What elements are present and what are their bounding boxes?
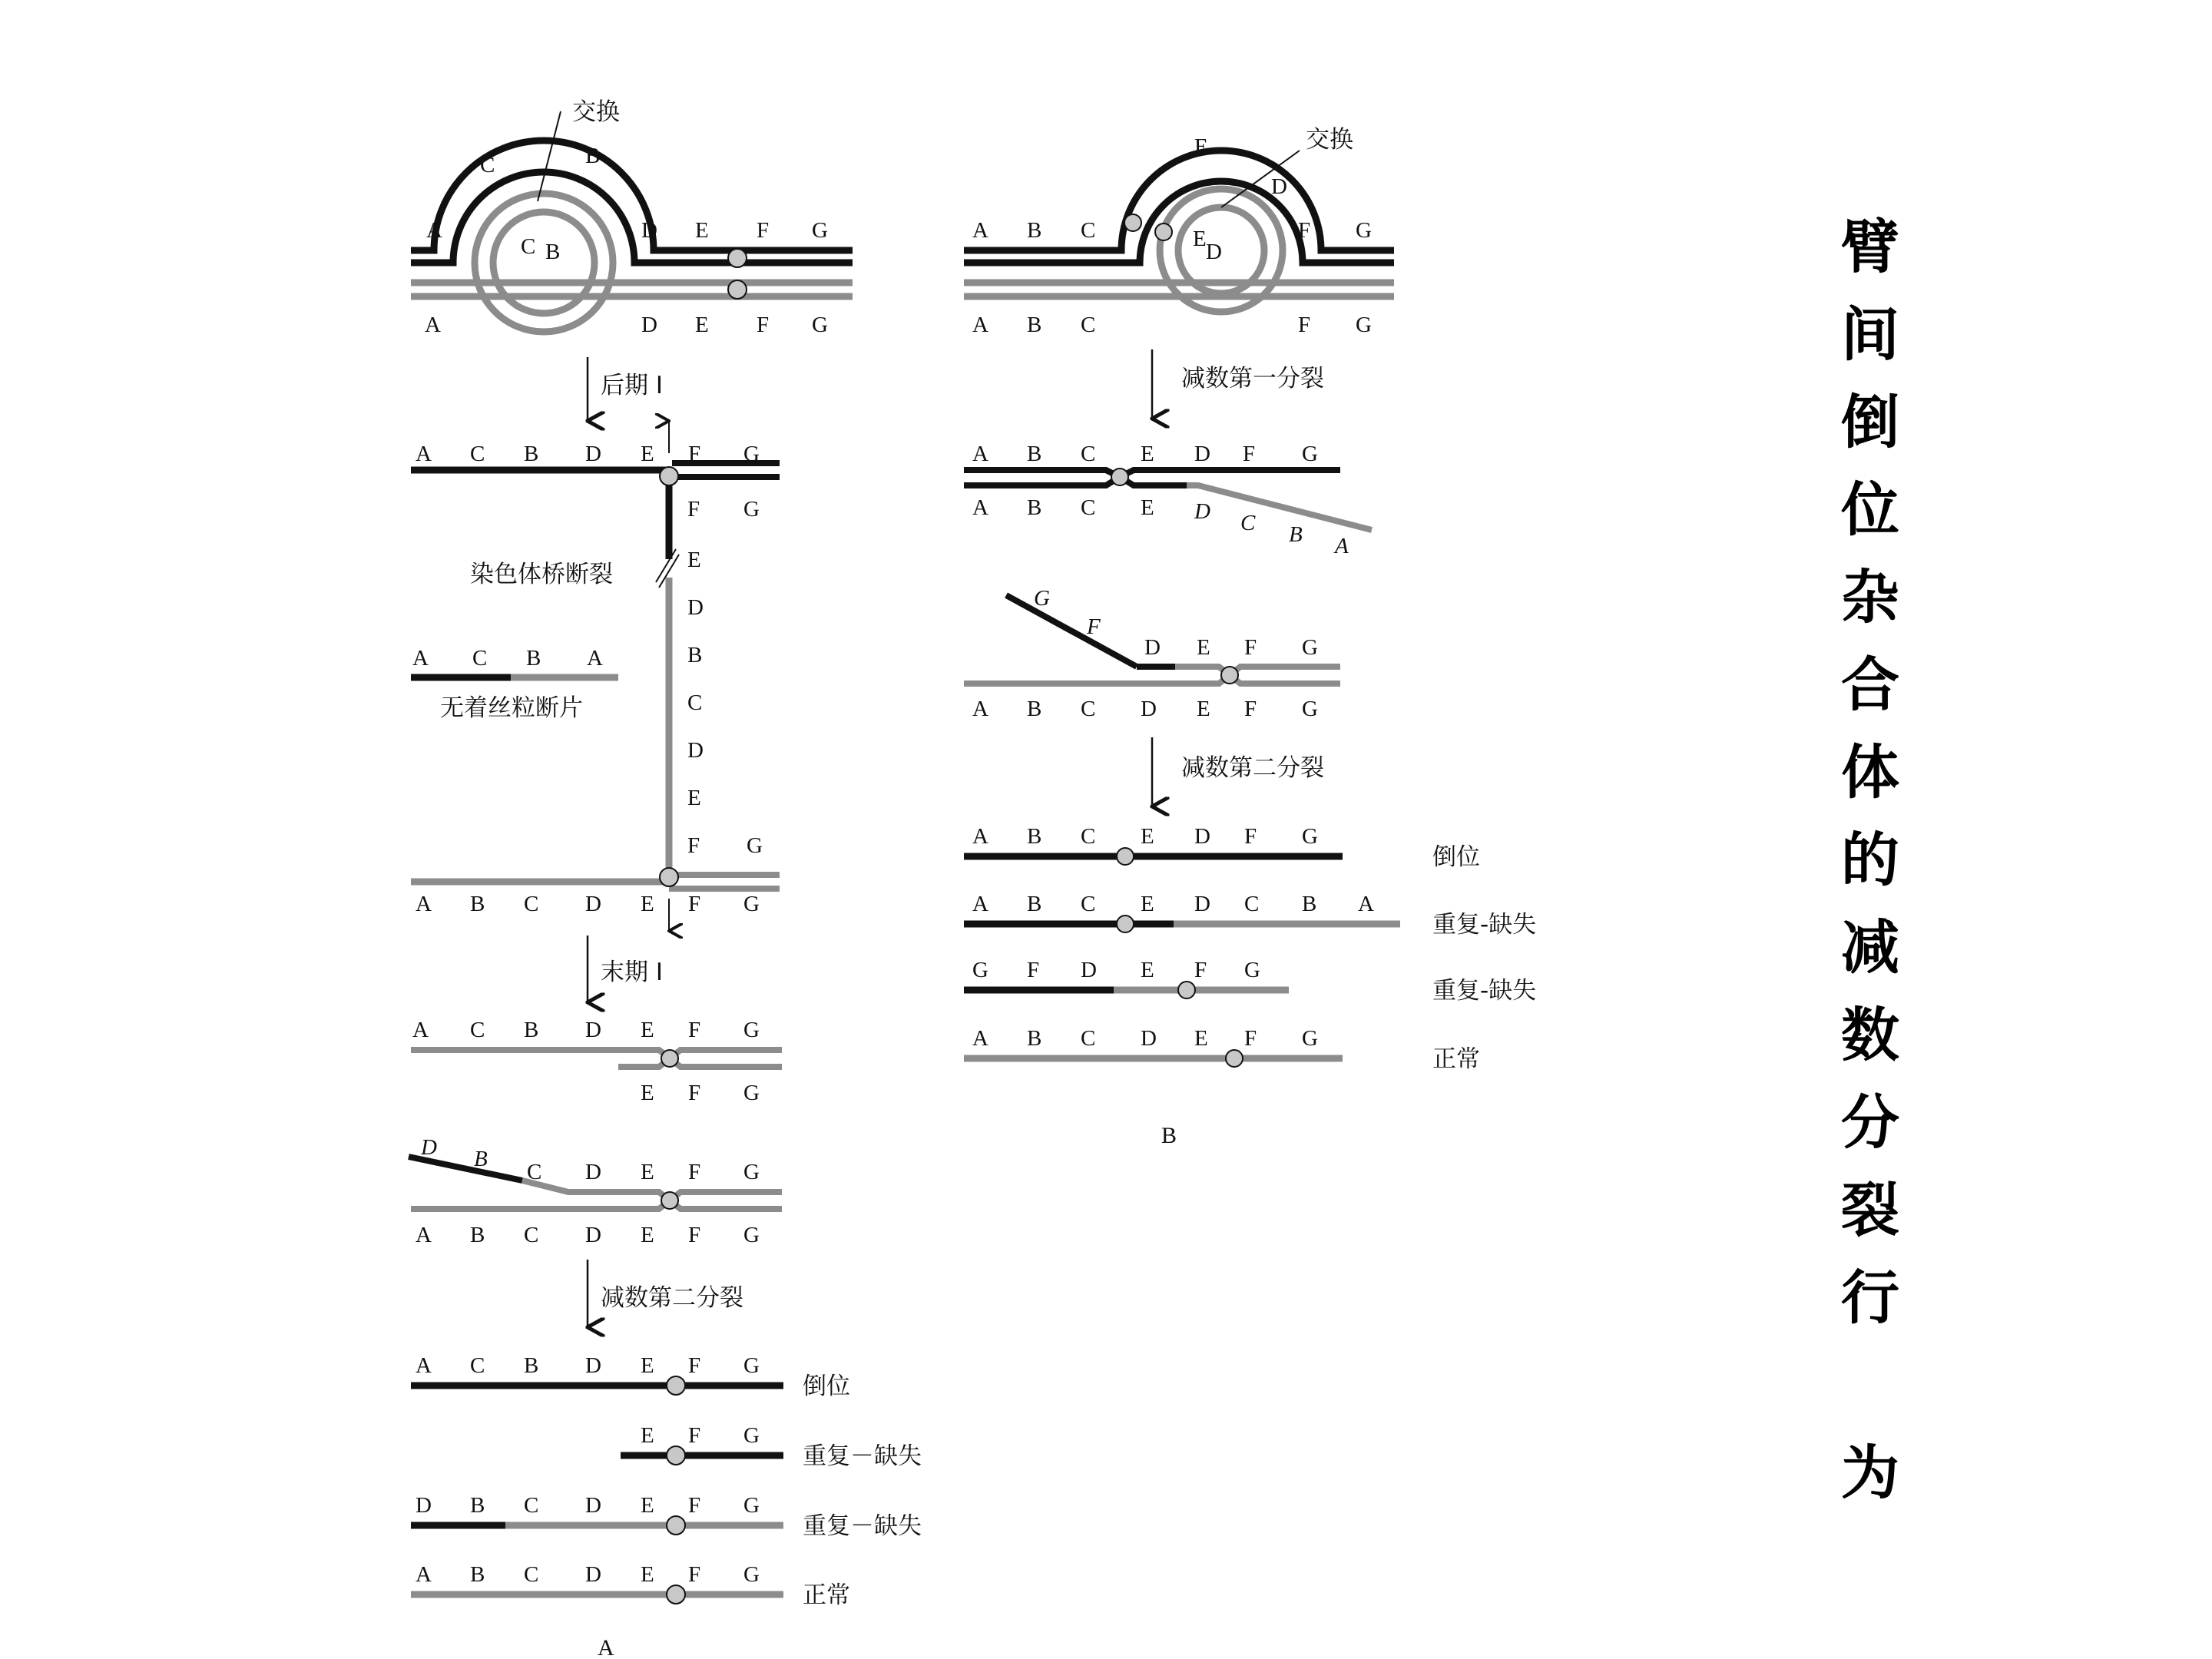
gene-label: B xyxy=(1027,1026,1042,1051)
gene-label: E xyxy=(641,1562,654,1587)
gene-label: G xyxy=(972,958,988,982)
gene-label: E xyxy=(641,1223,654,1247)
gene-label: E xyxy=(641,1493,654,1518)
gene-label: B xyxy=(585,144,601,168)
gene-label: D xyxy=(687,738,704,763)
gene-label: G xyxy=(1302,442,1318,466)
gene-label: E xyxy=(641,1423,654,1448)
title-char: 位 xyxy=(1841,475,1899,544)
gene-label: D xyxy=(585,1353,601,1378)
gene-label: C xyxy=(687,690,703,715)
meiosis2-label: 减数第二分裂 xyxy=(601,1284,743,1312)
anaphase-label: 后期 I xyxy=(601,372,663,399)
gene-label: A xyxy=(972,824,988,849)
gene-label: C xyxy=(524,892,539,916)
gene-label: D xyxy=(687,595,704,620)
gene-label: E xyxy=(695,313,709,337)
gene-label: F xyxy=(688,1562,701,1587)
gene-label: C xyxy=(1081,892,1096,916)
gene-label: G xyxy=(743,1353,760,1378)
gene-label: F xyxy=(1244,635,1257,660)
gene-label: E xyxy=(641,1353,654,1378)
gene-label: G xyxy=(743,442,760,466)
centromere xyxy=(1111,469,1128,485)
centromere xyxy=(667,1516,685,1535)
gene-label: E xyxy=(1193,227,1207,251)
gene-label: E xyxy=(641,892,654,916)
centromere xyxy=(1226,1050,1243,1067)
gene-label: D xyxy=(585,892,601,916)
result-label: 正常 xyxy=(1432,1045,1480,1073)
gene-label: B xyxy=(1027,824,1042,849)
title-char: 杂 xyxy=(1841,563,1899,631)
gene-label: B xyxy=(1027,495,1042,520)
gene-label: E xyxy=(1141,442,1154,466)
gene-label: C xyxy=(480,153,495,177)
gene-label: A xyxy=(972,495,988,520)
centromere xyxy=(661,1050,678,1067)
title-char: 行 xyxy=(1841,1263,1899,1332)
centromere xyxy=(661,1192,678,1209)
gene-label: D xyxy=(585,1493,601,1518)
gene-label: E xyxy=(641,1160,654,1184)
centromere xyxy=(1124,214,1141,231)
gene-label: F xyxy=(1243,442,1256,466)
gene-label: G xyxy=(1302,824,1318,849)
result-label: 重复－缺失 xyxy=(803,1442,922,1470)
gene-label: G xyxy=(1356,218,1372,243)
gene-label: A xyxy=(425,313,441,337)
title-char: 合 xyxy=(1841,651,1899,719)
gene-label: B xyxy=(1027,892,1042,916)
gene-label: B xyxy=(474,1147,488,1171)
gene-label: A xyxy=(426,218,442,243)
gene-label: C xyxy=(1244,892,1260,916)
gene-label: D xyxy=(1081,958,1097,982)
meiosis2-label: 减数第二分裂 xyxy=(1181,754,1324,782)
gene-label: A xyxy=(972,218,988,243)
gene-label: F xyxy=(757,218,770,243)
result-label: 重复-缺失 xyxy=(1432,977,1537,1005)
gene-label: F xyxy=(757,313,770,337)
gene-label: G xyxy=(743,1018,760,1042)
gene-label: C xyxy=(1081,218,1096,243)
result-label: 倒位 xyxy=(803,1373,850,1400)
gene-label: G xyxy=(1244,958,1260,982)
gene-label: C xyxy=(1081,442,1096,466)
gene-label: A xyxy=(412,646,429,671)
gene-label: A xyxy=(412,1018,429,1042)
gene-label: C xyxy=(470,442,485,466)
gene-label: E xyxy=(687,786,701,810)
gene-label: D xyxy=(1194,499,1210,524)
gene-label: G xyxy=(743,892,760,916)
panel-a xyxy=(409,98,922,1659)
result-label: 重复－缺失 xyxy=(803,1512,922,1540)
gene-label: E xyxy=(1197,697,1210,721)
gene-label: D xyxy=(1271,174,1287,199)
gene-label: B xyxy=(1027,442,1042,466)
gene-label: A xyxy=(416,1562,432,1587)
a-telophase-pair xyxy=(411,1050,782,1067)
gene-label: E xyxy=(641,1081,654,1105)
gene-label: D xyxy=(1206,240,1222,264)
gene-label: F xyxy=(688,1423,701,1448)
gene-label: B xyxy=(1289,522,1303,547)
centromere xyxy=(1178,982,1195,998)
gene-label: G xyxy=(743,1423,760,1448)
gene-label: C xyxy=(524,1223,539,1247)
gene-label: G xyxy=(743,1493,760,1518)
gene-label: D xyxy=(641,218,657,243)
title-char: 臂 xyxy=(1841,213,1899,281)
gene-label: D xyxy=(585,1562,601,1587)
gene-label: F xyxy=(1244,824,1257,849)
gene-label: E xyxy=(687,548,701,572)
gene-label: A xyxy=(587,646,603,671)
centromere xyxy=(660,467,678,485)
gene-label: A xyxy=(972,442,988,466)
gene-label: B xyxy=(545,240,561,264)
title-char xyxy=(1828,1342,1912,1429)
gene-label: E xyxy=(1141,958,1154,982)
a-pairing-loop xyxy=(411,111,853,332)
b-meiosis1-pair xyxy=(964,469,1372,530)
gene-label: A xyxy=(416,892,432,916)
gene-label: G xyxy=(743,1160,760,1184)
exchange-label: 交换 xyxy=(572,98,620,126)
gene-label: G xyxy=(747,833,763,858)
gene-label: C xyxy=(472,646,488,671)
gene-label: F xyxy=(1244,1026,1257,1051)
gene-label: A xyxy=(1335,534,1349,558)
gene-label: G xyxy=(1302,697,1318,721)
bridge-break-label: 染色体桥断裂 xyxy=(470,561,613,588)
gene-label: C xyxy=(527,1160,542,1184)
gene-label: F xyxy=(1298,218,1311,243)
title-char: 裂 xyxy=(1841,1176,1899,1244)
gene-label: B xyxy=(687,643,703,667)
gene-label: G xyxy=(812,313,828,337)
gene-label: A xyxy=(972,892,988,916)
gene-label: B xyxy=(524,442,539,466)
centromere xyxy=(1155,224,1172,240)
gene-label: F xyxy=(687,497,700,522)
gene-label: B xyxy=(1027,218,1042,243)
gene-label: G xyxy=(743,1081,760,1105)
gene-label: B xyxy=(1027,697,1042,721)
centromere xyxy=(660,868,678,886)
gene-label: C xyxy=(1240,511,1256,535)
gene-label: E xyxy=(1194,1026,1208,1051)
gene-label: C xyxy=(1081,697,1096,721)
gene-label: C xyxy=(524,1493,539,1518)
centromere xyxy=(1117,848,1134,865)
gene-label: F xyxy=(688,1160,701,1184)
gene-label: D xyxy=(1194,824,1210,849)
gene-label: C xyxy=(470,1018,485,1042)
centromere xyxy=(728,249,747,267)
gene-label: G xyxy=(743,1562,760,1587)
gene-label: D xyxy=(585,442,601,466)
telophase-label: 末期 I xyxy=(601,959,663,986)
gene-label: D xyxy=(416,1493,432,1518)
title-char: 的 xyxy=(1841,826,1899,894)
gene-label: B xyxy=(470,1493,485,1518)
meiosis1-label: 减数第一分裂 xyxy=(1181,365,1324,392)
result-label: 倒位 xyxy=(1432,843,1480,871)
acentric-label: 无着丝粒断片 xyxy=(440,694,583,722)
gene-label: F xyxy=(1244,697,1257,721)
centromere xyxy=(1221,667,1238,684)
centromere xyxy=(667,1585,685,1604)
title-char: 间 xyxy=(1841,300,1899,369)
title-char: 体 xyxy=(1841,738,1899,806)
gene-label: G xyxy=(1302,1026,1318,1051)
gene-label: C xyxy=(1081,313,1096,337)
gene-label: E xyxy=(1141,892,1154,916)
gene-label: F xyxy=(1194,958,1207,982)
gene-label: E xyxy=(1141,824,1154,849)
gene-label: F xyxy=(687,833,700,858)
result-label: 正常 xyxy=(803,1581,850,1609)
gene-label: F xyxy=(688,442,701,466)
gene-label: D xyxy=(1194,892,1210,916)
result-label: 重复-缺失 xyxy=(1432,911,1537,939)
gene-label: F xyxy=(688,1081,701,1105)
gene-label: G xyxy=(812,218,828,243)
gene-label: E xyxy=(1197,635,1210,660)
gene-label: E xyxy=(641,1018,654,1042)
gene-label: C xyxy=(524,1562,539,1587)
gene-label: F xyxy=(688,892,701,916)
gene-label: G xyxy=(743,497,760,522)
title-char: 倒 xyxy=(1841,388,1899,456)
gene-label: D xyxy=(1141,697,1157,721)
gene-label: F xyxy=(688,1018,701,1042)
panel-b xyxy=(964,126,1536,1148)
gene-label: D xyxy=(585,1018,601,1042)
gene-label: D xyxy=(1194,442,1210,466)
gene-label: G xyxy=(1034,586,1050,611)
title-char: 数 xyxy=(1841,1001,1899,1069)
gene-label: D xyxy=(1144,635,1161,660)
gene-label: F xyxy=(688,1223,701,1247)
gene-label: B xyxy=(1302,892,1317,916)
gene-label: G xyxy=(743,1223,760,1247)
gene-label: B xyxy=(524,1018,539,1042)
gene-label: B xyxy=(470,1562,485,1587)
gene-label: A xyxy=(416,442,432,466)
gene-label: D xyxy=(585,1160,601,1184)
gene-label: B xyxy=(470,1223,485,1247)
gene-label: C xyxy=(521,234,536,259)
panel-a-label: A xyxy=(598,1635,614,1659)
gene-label: C xyxy=(1081,824,1096,849)
gene-label: F xyxy=(1027,958,1040,982)
vertical-title xyxy=(1828,204,1912,1517)
panel-b-label: B xyxy=(1161,1123,1177,1148)
gene-label: A xyxy=(1358,892,1374,916)
centromere xyxy=(728,280,747,299)
title-char: 为 xyxy=(1841,1439,1899,1507)
gene-label: D xyxy=(421,1135,437,1160)
gene-label: E xyxy=(695,218,709,243)
exchange-label: 交换 xyxy=(1306,126,1353,154)
gene-label: D xyxy=(641,313,657,337)
gene-label: A xyxy=(972,697,988,721)
gene-label: G xyxy=(1302,635,1318,660)
gene-label: A xyxy=(972,313,988,337)
gene-label: D xyxy=(585,1223,601,1247)
gene-label: B xyxy=(1027,313,1042,337)
gene-label: G xyxy=(1356,313,1372,337)
gene-label: E xyxy=(641,442,654,466)
gene-label: A xyxy=(972,1026,988,1051)
centromere xyxy=(667,1376,685,1395)
gene-label: E xyxy=(1194,134,1208,159)
gene-label: B xyxy=(470,892,485,916)
title-char: 减 xyxy=(1841,913,1899,982)
gene-label: C xyxy=(1081,1026,1096,1051)
gene-label: F xyxy=(688,1493,701,1518)
gene-label: D xyxy=(1141,1026,1157,1051)
centromere xyxy=(1117,916,1134,932)
gene-label: F xyxy=(1087,614,1101,639)
gene-label: C xyxy=(1081,495,1096,520)
gene-label: B xyxy=(526,646,541,671)
gene-label: A xyxy=(416,1353,432,1378)
title-char: 分 xyxy=(1841,1088,1899,1157)
gene-label: B xyxy=(524,1353,539,1378)
gene-label: F xyxy=(688,1353,701,1378)
gene-label: F xyxy=(1298,313,1311,337)
gene-label: A xyxy=(416,1223,432,1247)
gene-label: C xyxy=(470,1353,485,1378)
gene-label: E xyxy=(1141,495,1154,520)
centromere xyxy=(667,1446,685,1465)
